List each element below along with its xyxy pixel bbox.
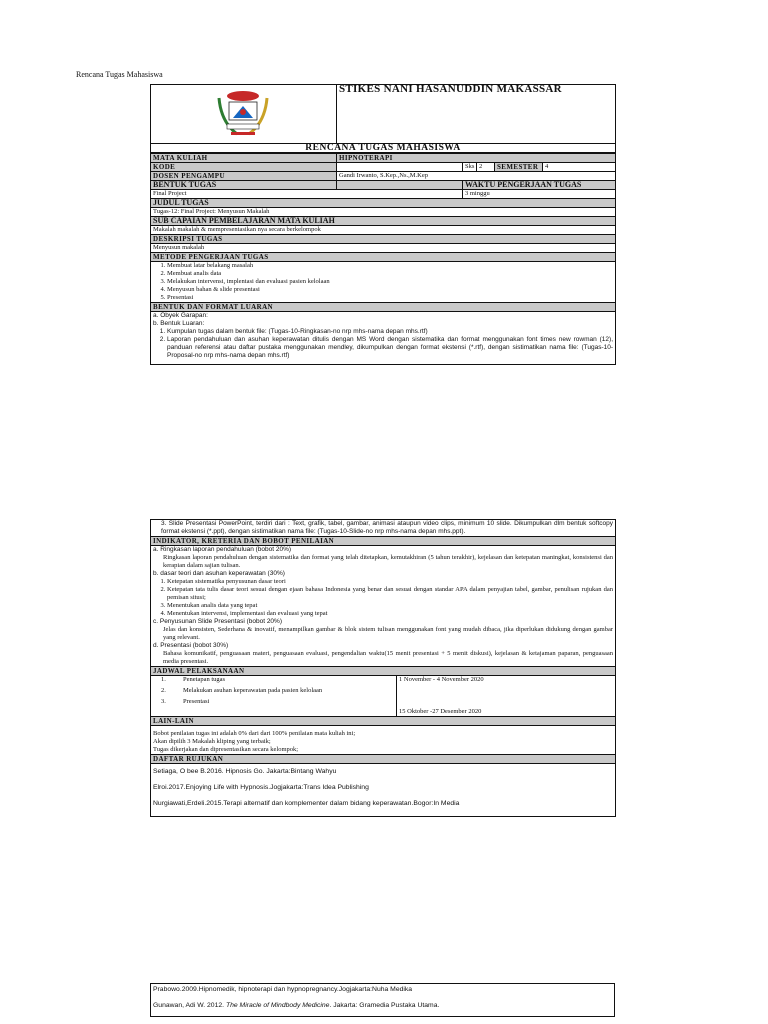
judul-label: JUDUL TUGAS: [151, 199, 616, 208]
indikator-cell: [151, 546, 616, 667]
jadwal-num: 3.: [161, 698, 166, 705]
waktu-label: WAKTU PENGERJAAN TUGAS: [463, 181, 616, 190]
indikator-d-text: Bahasa komunikatif, penguasaan materi, penguasaan evaluasi, pengendalian waktu(15 menit presentasi + 5 menit diskusi), kejelasan & ketajaman paparan, penguasaan media presentasi.: [163, 650, 614, 665]
metode-item: 3. Melakukan intervensi, implentasi dan evaluasi pasien kelolaan: [167, 278, 613, 286]
institution-cell: [337, 85, 616, 144]
jadwal-row: [161, 676, 394, 684]
doc-title: RENCANA TUGAS MAHASISWA: [305, 143, 461, 153]
rujukan-cell-page2: [151, 984, 615, 1017]
luaran-item: 2. Laporan pendahuluan dan asuhan keperawatan ditulis dengan MS Word dengan sistematika dan format menggunakan font times new rowman (12), panduan referensi atau daftar pustaka menggunakan mendley, dikumpulkan dengan format ekstensi (*.rtf), dengan sistimatikan nama file: (Tugas-10-Proposal-no nrp mhs-nama depan mhs.rtf): [167, 336, 613, 360]
jadwal-row: [161, 687, 394, 695]
lain-lain-cell: [151, 726, 616, 755]
mata-kuliah-label: MATA KULIAH: [151, 153, 337, 163]
dosen-value: Gandi Irwanto, S.Kep.,Ns.,M.Kep: [337, 172, 616, 181]
rujukan-item: Nurgiawati,Erdeli.2015.Terapi alternatif dan komplementer dalam bidang keperawatan.Bogor:In Media: [153, 800, 460, 807]
indikator-b-list: [153, 578, 613, 618]
luaran-item-3: 3. Slide Presentasi PowerPoint, terdiri dari : Text, grafik, tabel, gambar, animasi ataupun video clips, minimum 10 slide. Dikumpulkan dlm bentuk softcopy format ekstensi (*.ppt), dengan sistimatikan nama file: (Tugas-10-Slide-no nrp mhs-nama depan mhs.ppt).: [151, 520, 616, 537]
kode-label: KODE: [151, 163, 337, 172]
metode-item: 5. Presentasi: [167, 294, 613, 302]
rujukan-gunawan-title: The Miracle of Mindbody Medicine: [225, 1002, 330, 1009]
sks-label: Sks: [463, 163, 477, 172]
indikator-a-title: a. Ringkasan laporan pendahuluan (bobot 20%): [153, 546, 292, 553]
jadwal-task: Presentasi: [183, 698, 210, 705]
doc-title-cell: [151, 144, 616, 154]
sks-value: 2: [477, 163, 495, 172]
bentuk-luaran-label: BENTUK DAN FORMAT LUARAN: [151, 303, 616, 312]
luaran-b: b. Bentuk Luaran:: [153, 320, 205, 327]
lain-lain-line: Akan dipilih 3 Makalah kliping yang terbaik;: [153, 738, 271, 745]
lain-lain-line: Bobot penilaian tugas ini adalah 0% dari dari 100% penilaian mata kuliah ini;: [153, 730, 356, 737]
jadwal-row: [161, 698, 394, 712]
jadwal-tasks-cell: [151, 676, 397, 717]
sub-capaian-label: SUB CAPAIAN PEMBELAJARAN MATA KULIAH: [151, 217, 616, 226]
indikator-b-title: b. dasar teori dan asuhan keperawatan (30%): [153, 570, 285, 577]
deskripsi-label: DESKRIPSI TUGAS: [151, 235, 616, 244]
indikator-a-text: Ringkasan laporan pendahuluan dengan sistematika dan format yang telah ditetapkan, kemutakhiran (5 tahun terakhir), kejelasan dan ketepatan maningkat, konsistensi dan kerapian dalam sajian tulisan.: [163, 554, 614, 569]
jadwal-dates-cell: [397, 676, 616, 717]
jadwal-num: 2.: [161, 687, 166, 694]
luaran-item: 1. Kumpulan tugas dalam bentuk file: (Tugas-10-Ringkasan-no nrp mhs-nama depan mhs.rtf): [167, 328, 613, 336]
indikator-label: INDIKATOR, KRETERIA DAN BOBOT PENILAIAN: [151, 537, 616, 546]
kode-value: [337, 163, 463, 172]
jadwal-date-spacer: [399, 684, 613, 708]
logo-cell: [151, 85, 337, 144]
jadwal-num: 1.: [161, 676, 166, 683]
rujukan-gunawan-post: . Jakarta: Gramedia Pustaka Utama.: [329, 1002, 440, 1009]
luaran-list: [153, 328, 613, 360]
institution-logo-icon: [213, 88, 273, 140]
lain-lain-line: Tugas dikerjakan dan dipresentasikan secara kelompok;: [153, 746, 299, 753]
rujukan-gunawan-pre: Gunawan, Adi W. 2012.: [153, 1002, 226, 1009]
jadwal-date: 1 November - 4 November 2020: [399, 676, 484, 683]
bentuk-luaran-cell: [151, 312, 616, 365]
rujukan-item: Setiaga, O bee B.2016. Hipnosis Go. Jakarta:Bintang Wahyu: [153, 768, 337, 775]
indikator-b-item: 3. Menentukan analis data yang tepat: [167, 602, 613, 610]
institution-name: STIKES NANI HASANUDDIN MAKASSAR: [339, 83, 562, 95]
dosen-label: DOSEN PENGAMPU: [151, 172, 337, 181]
lain-lain-label: LAIN-LAIN: [151, 717, 616, 726]
metode-item: 2. Membuat analis data: [167, 270, 613, 278]
deskripsi-value: Menyusun makalah: [151, 244, 616, 253]
jadwal-task: Melakukan asuhan keperawatan pada pasien kelolaan: [183, 687, 323, 694]
rtm-table-part3: [150, 983, 615, 1017]
metode-list: [153, 262, 613, 302]
rtm-table-part1: [150, 84, 616, 365]
sub-capaian-value: Makalah makalah & mempresentasikan nya secara berkelompok: [151, 226, 616, 235]
jadwal-task: Penetapan tugas: [183, 676, 226, 683]
indikator-b-item: 4. Menentukan intervensi, implementasi dan evaluasi yang tepat: [167, 610, 613, 618]
mata-kuliah-value: HIPNOTERAPI: [337, 153, 616, 163]
waktu-value: 3 minggu: [463, 190, 616, 199]
jadwal-label: JADWAL PELAKSANAAN: [151, 667, 616, 676]
rujukan-item: [153, 1002, 612, 1010]
semester-value: 4: [543, 163, 616, 172]
metode-label: METODE PENGERJAAN TUGAS: [151, 253, 616, 262]
indikator-c-text: Jelas dan konsisten, Sederhana & inovatif, menampilkan gambar & blok sistem tulisan menggunakan font yang mudah dibaca, jika diperlukan didukung dengan gambar yang relevant.: [163, 626, 614, 641]
indikator-c-title: c. Penyusunan Slide Presentasi (bobot 20%): [153, 618, 282, 625]
semester-label: SEMESTER: [495, 163, 543, 172]
luaran-a: a. Obyek Garapan:: [153, 312, 208, 319]
rujukan-label: DAFTAR RUJUKAN: [151, 755, 616, 764]
jadwal-date: 15 Oktober -27 Desember 2020: [399, 708, 482, 715]
rujukan-item: Elroi.2017.Enjoying Life with Hypnosis.Jogjakarta:Trans Idea Publishing: [153, 784, 369, 791]
metode-item: 4. Menyusun bahan & slide presentasi: [167, 286, 613, 294]
bentuk-tugas-value: Final Project: [151, 190, 463, 199]
indikator-b-item: 2. Ketepatan tata tulis dasar teori sesuai dengan ejaan bahasa Indonesia yang benar dan sesuai dengan standar APA dalam penyajian tabel, gambar, penulisan rujukan dan pemisan situsi;: [167, 586, 613, 602]
judul-value: Tugas-12: Final Project: Menyusun Makalah: [151, 208, 616, 217]
bentuk-spacer: [337, 181, 463, 190]
indikator-d-title: d. Presentasi (bobot 30%): [153, 642, 229, 649]
bentuk-tugas-label: BENTUK TUGAS: [151, 181, 337, 190]
metode-list-cell: [151, 262, 616, 303]
rujukan-item: Prabowo.2009.Hipnomedik, hipnoterapi dan hypnopregnancy.Jogjakarta:Nuha Medika: [153, 986, 413, 993]
rujukan-cell: [151, 764, 616, 817]
page-label: Rencana Tugas Mahasiswa: [76, 70, 163, 79]
metode-item: 1. Membuat latar belakang masalah: [167, 262, 613, 270]
rtm-table-part2: [150, 519, 616, 817]
indikator-b-item: 1. Ketepatan sistematika penyusunan dasar teori: [167, 578, 613, 586]
